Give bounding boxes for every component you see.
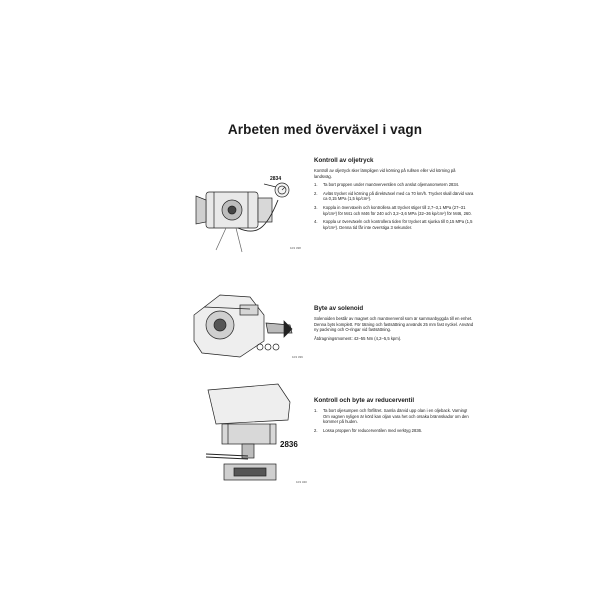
- section-paragraph: Åtdragningsmoment: 42–55 Nm (4,2–5,5 kpm).: [314, 335, 402, 341]
- list-item: 1. Ta bort oljesumpen och förfiltret. Samla därvid upp olan i en oljeback. Varning! Om vagnen nyligen är körd kan oljan vara het och orsaka brännskador om den kommer på huden.: [314, 408, 469, 425]
- reducer-valve-illustration: [198, 380, 310, 490]
- list-item: 2. Avläs trycket vid körning på direktväxel med ca 70 km/h. Trycket skall därvid vara ca 0,15 MPa (1,5 kp/cm²).: [314, 190, 474, 202]
- overdrive-gauge-illustration: [186, 170, 306, 260]
- list-item: 1. Ta bort proppen under manöverventilen och anslut oljemanometern 2834.: [314, 182, 460, 188]
- figure-code: 103 340: [296, 480, 307, 484]
- section-solenoid: [314, 305, 474, 344]
- figure-code: 103 339: [292, 355, 303, 359]
- section-heading: Kontroll av oljetryck: [314, 157, 374, 164]
- figure-oil-pressure: [186, 170, 306, 260]
- list-item: 3. Koppla in överväxeln och kontrollera att trycket stiger till 2,7–3,1 MPa (27–31 kp/cm²) för M41 och M46 för 240 och 3,2–3,6 MPa (32–36 kp/cm²) för M46, 260.: [314, 204, 472, 216]
- section-paragraph: Solenoiden består av magnet och manöverventil som är sammanbyggda till en enhet. Denna byts komplett. För tätning och fastsättning används 25 mm fast nyckel. Använd ny packning och O-ringar vid fastsättning.: [314, 316, 474, 333]
- page-title: Arbeten med överväxel i vagn: [227, 122, 423, 137]
- step-list: [314, 408, 474, 433]
- list-item: 2. Lossa proppen för reducerventilen med verktyg 2836.: [314, 427, 423, 433]
- section-oil-pressure: [314, 157, 474, 233]
- step-list: [314, 182, 474, 230]
- list-item: 4. Koppla ur överväxeln och kontrollera tiden för trycket att sjunka till 0,15 MPa (1,5 kp/cm²). Denna tid får inte överstiga 3 sekunder.: [314, 219, 473, 230]
- solenoid-illustration: [180, 285, 308, 367]
- section-heading: Byte av solenoid: [314, 305, 364, 312]
- figure-code: 103 338: [290, 246, 301, 250]
- section-intro: Kontroll av oljetryck sker lämpligen vid körning på rullsen eller vid körning på landsväg.: [314, 168, 456, 179]
- figure-solenoid: [180, 285, 308, 367]
- figure-reducer-valve: [198, 380, 310, 490]
- tool-label-2836: 2836: [280, 440, 298, 449]
- tool-label-2834: 2834: [270, 176, 282, 182]
- section-heading: Kontroll och byte av reducerventil: [314, 397, 415, 404]
- section-reducer-valve: [314, 397, 474, 436]
